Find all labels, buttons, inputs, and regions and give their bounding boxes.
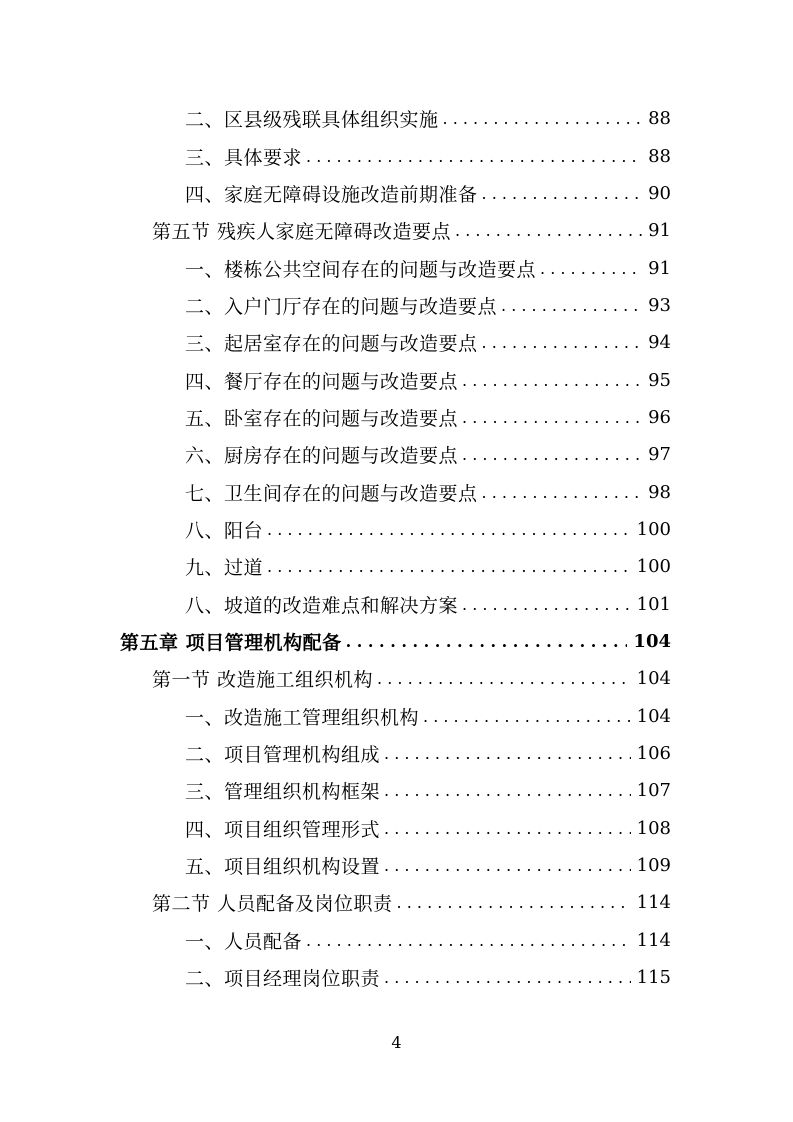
toc-entry-title: 三、管理组织机构框架 (185, 781, 381, 804)
toc-leader-dots (384, 781, 631, 800)
toc-leader-dots (462, 595, 631, 614)
toc-chapter-entry[interactable] (0, 623, 793, 660)
toc-entry-page: 95 (648, 369, 671, 391)
toc-leader-dots (384, 744, 631, 763)
toc-entry[interactable] (0, 847, 793, 884)
toc-entry[interactable] (0, 772, 793, 809)
toc-entry-page: 100 (636, 518, 671, 540)
toc-entry-page: 109 (636, 855, 671, 877)
toc-entry[interactable] (0, 137, 793, 174)
toc-entry[interactable] (0, 585, 793, 622)
toc-entry-title: 一、人员配备 (185, 930, 303, 953)
toc-leader-dots (377, 669, 631, 688)
toc-entry-page: 98 (648, 481, 671, 503)
toc-entry-page: 88 (648, 145, 671, 167)
toc-entry-title: 第五节 残疾人家庭无障碍改造要点 (152, 221, 452, 244)
toc-entry-title: 第五章 项目管理机构配备 (120, 631, 342, 654)
toc-entry-title: 二、项目经理岗位职责 (185, 968, 381, 991)
toc-entry-page: 104 (633, 630, 671, 652)
toc-entry-page: 90 (648, 182, 671, 204)
toc-entry[interactable] (0, 473, 793, 510)
toc-entry-title: 三、起居室存在的问题与改造要点 (185, 333, 478, 356)
toc-entry-page: 91 (648, 257, 671, 279)
toc-leader-dots (384, 819, 631, 838)
toc-entry-title: 五、卧室存在的问题与改造要点 (185, 407, 459, 430)
toc-leader-dots (306, 147, 642, 166)
toc-entry-page: 114 (636, 892, 671, 914)
toc-entry-page: 94 (648, 332, 671, 354)
toc-entry-page: 97 (648, 444, 671, 466)
toc-entry-title: 一、楼栋公共空间存在的问题与改造要点 (185, 258, 537, 281)
toc-entry-title: 六、厨房存在的问题与改造要点 (185, 445, 459, 468)
toc-entry-page: 108 (636, 817, 671, 839)
toc-entry-page: 104 (636, 668, 671, 690)
toc-leader-dots (267, 557, 631, 576)
toc-entry-page: 106 (636, 743, 671, 765)
toc-entry[interactable] (0, 100, 793, 137)
toc-entry-title: 四、项目组织管理形式 (185, 818, 381, 841)
table-of-contents (0, 100, 793, 996)
toc-entry[interactable] (0, 249, 793, 286)
toc-entry-page: 114 (636, 929, 671, 951)
toc-entry-page: 107 (636, 780, 671, 802)
toc-leader-dots (462, 371, 642, 390)
toc-entry-title: 五、项目组织机构设置 (185, 856, 381, 879)
toc-entry-title: 第二节 人员配备及岗位职责 (152, 893, 393, 916)
toc-entry[interactable] (0, 698, 793, 735)
toc-entry[interactable] (0, 959, 793, 996)
toc-entry-title: 二、项目管理机构组成 (185, 744, 381, 767)
toc-section-entry[interactable] (0, 660, 793, 697)
toc-entry-title: 三、具体要求 (185, 146, 303, 169)
toc-entry-page: 101 (636, 593, 671, 615)
toc-entry[interactable] (0, 175, 793, 212)
toc-leader-dots (462, 445, 642, 464)
toc-entry-title: 七、卫生间存在的问题与改造要点 (185, 482, 478, 505)
toc-entry-title: 一、改造施工管理组织机构 (185, 706, 420, 729)
toc-leader-dots (482, 333, 643, 352)
toc-leader-dots (540, 259, 642, 278)
toc-entry[interactable] (0, 361, 793, 398)
toc-entry-page: 93 (648, 294, 671, 316)
toc-entry-page: 88 (648, 108, 671, 130)
toc-section-entry[interactable] (0, 884, 793, 921)
toc-leader-dots (267, 520, 631, 539)
toc-leader-dots (397, 893, 631, 912)
toc-entry[interactable] (0, 735, 793, 772)
toc-entry-title: 八、阳台 (185, 519, 264, 542)
toc-leader-dots (443, 109, 643, 128)
toc-leader-dots (346, 632, 628, 651)
toc-leader-dots (423, 707, 631, 726)
toc-leader-dots (462, 408, 642, 427)
toc-entry-title: 九、过道 (185, 557, 264, 580)
toc-entry-page: 115 (636, 967, 671, 989)
toc-leader-dots (384, 856, 631, 875)
toc-entry-page: 100 (636, 556, 671, 578)
toc-entry[interactable] (0, 511, 793, 548)
toc-entry-title: 四、餐厅存在的问题与改造要点 (185, 370, 459, 393)
toc-entry-title: 四、家庭无障碍设施改造前期准备 (185, 183, 478, 206)
toc-leader-dots (455, 221, 642, 240)
toc-entry[interactable] (0, 810, 793, 847)
toc-entry[interactable] (0, 399, 793, 436)
toc-leader-dots (384, 968, 631, 987)
toc-entry-page: 91 (648, 220, 671, 242)
toc-entry[interactable] (0, 922, 793, 959)
toc-entry-page: 96 (648, 406, 671, 428)
toc-entry[interactable] (0, 324, 793, 361)
toc-leader-dots (482, 184, 643, 203)
toc-entry[interactable] (0, 548, 793, 585)
toc-entry-page: 104 (636, 705, 671, 727)
toc-entry-title: 八、坡道的改造难点和解决方案 (185, 594, 459, 617)
toc-leader-dots (306, 931, 631, 950)
toc-section-entry[interactable] (0, 212, 793, 249)
page-number: 4 (391, 1033, 402, 1052)
toc-leader-dots (482, 483, 643, 502)
toc-leader-dots (501, 296, 642, 315)
toc-entry-title: 二、入户门厅存在的问题与改造要点 (185, 295, 498, 318)
toc-entry-title: 第一节 改造施工组织机构 (152, 669, 374, 692)
toc-entry[interactable] (0, 436, 793, 473)
toc-entry[interactable] (0, 287, 793, 324)
toc-entry-title: 二、区县级残联具体组织实施 (185, 109, 439, 132)
